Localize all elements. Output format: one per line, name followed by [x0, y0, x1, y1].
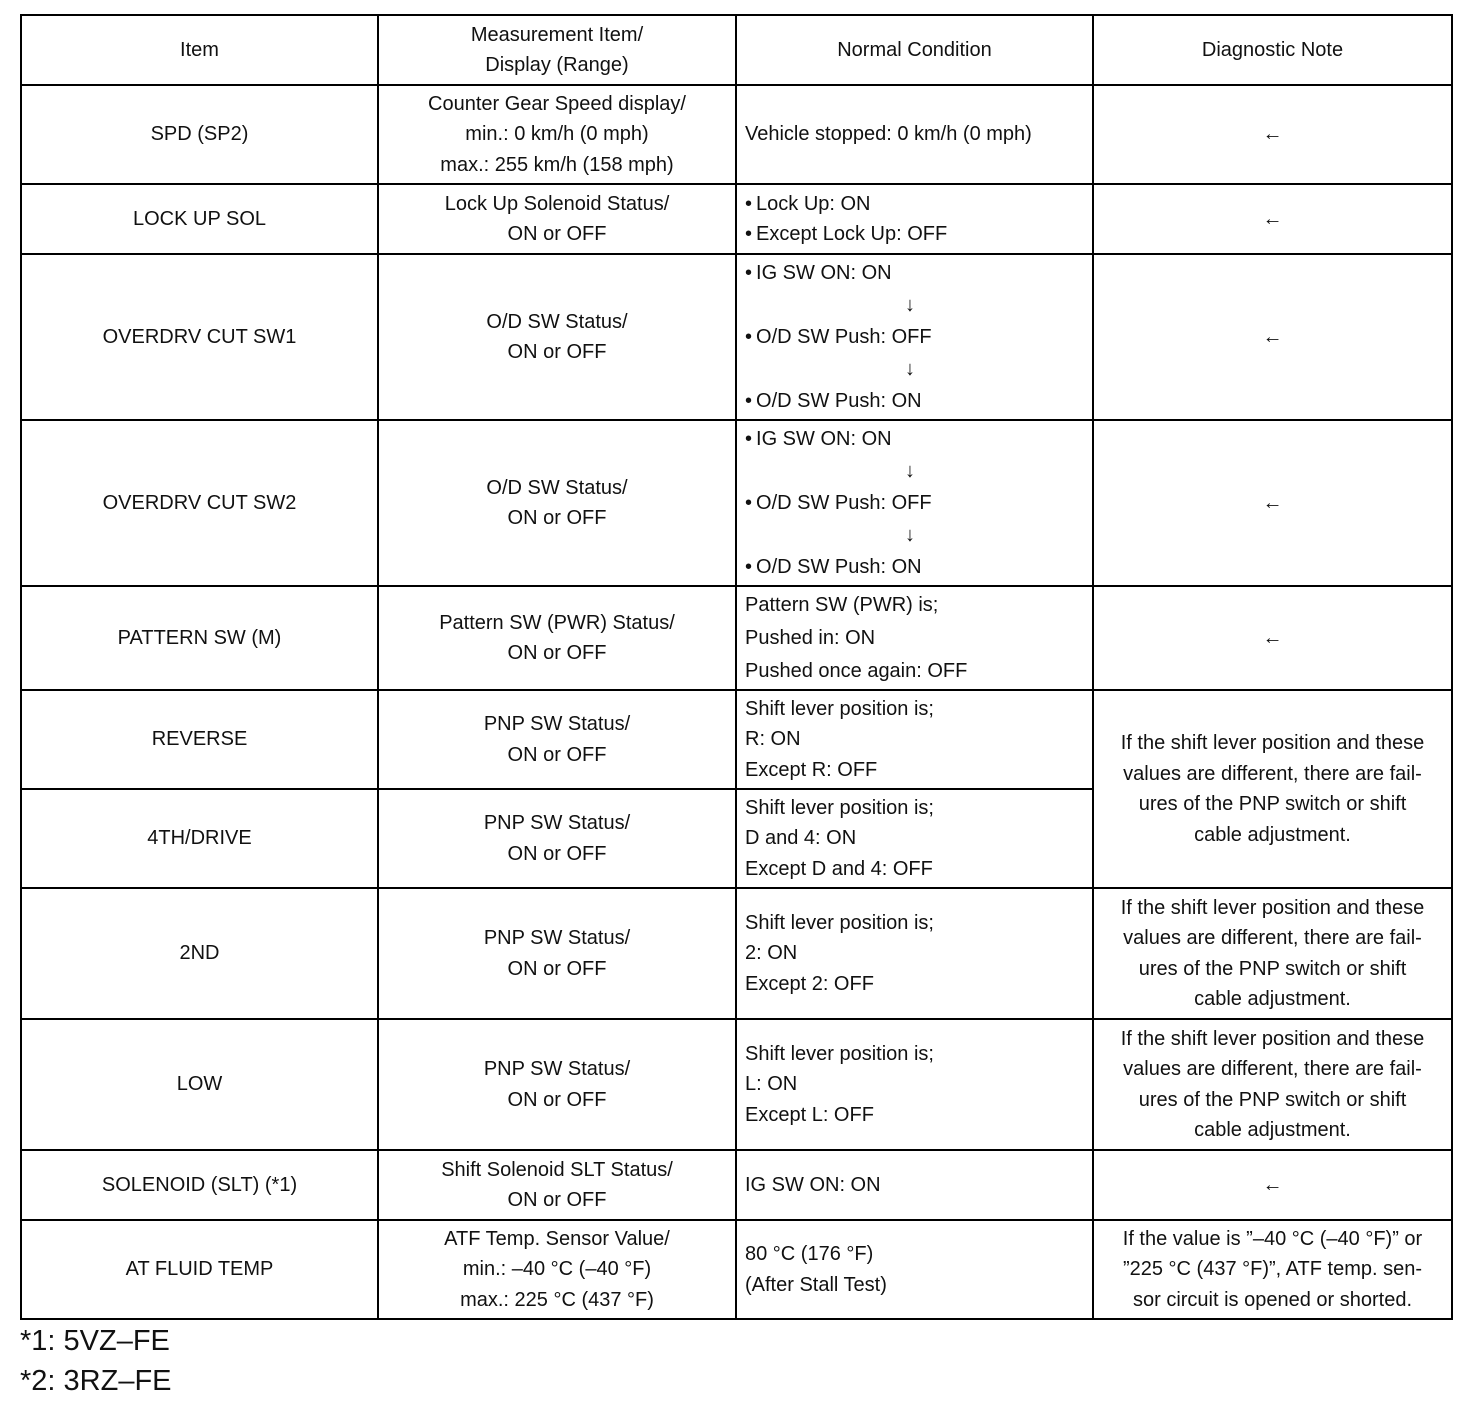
footnote-2: *2: 3RZ–FE [20, 1365, 172, 1397]
diagnostic-note-cell [1093, 690, 1452, 888]
cell-line: PNP SW Status/ [483, 713, 631, 735]
cell-line: Shift Solenoid SLT Status/ [441, 1158, 673, 1181]
normal-condition-cell [736, 184, 1093, 254]
diagnostic-data-table [20, 14, 1453, 1320]
cell-line: If the shift lever position and these [1120, 896, 1425, 919]
bullet-line: • O/D SW Push: OFF [745, 321, 1084, 353]
cell-line: Pattern SW (PWR) is; [745, 593, 939, 616]
measurement-cell [378, 184, 736, 254]
cell-line: ATF Temp. Sensor Value/ [444, 1227, 670, 1250]
normal-condition-cell [736, 888, 1093, 1019]
cell-line: values are different, there are fail- [1123, 1058, 1422, 1080]
cell-line: ON or OFF [507, 341, 607, 363]
cell-line: ON or OFF [507, 223, 607, 245]
diagnostic-note-cell [1093, 420, 1452, 586]
cell-line: values are different, there are fail- [1123, 927, 1422, 949]
normal-condition-cell [736, 420, 1093, 586]
table-row [21, 1019, 1452, 1150]
cell-line: ON or OFF [507, 507, 607, 529]
header-diagnostic-note: Diagnostic Note [1093, 15, 1452, 85]
table-header-row [21, 15, 1452, 85]
diagnostic-note-cell [1093, 586, 1452, 690]
cell-line: If the value is ”–40 °C (–40 °F)” or [1122, 1227, 1423, 1250]
cell-line: cable adjustment. [1194, 988, 1351, 1010]
normal-condition-cell [736, 1019, 1093, 1150]
normal-condition-cell [736, 1150, 1093, 1220]
item-cell: REVERSE [21, 690, 378, 789]
item-cell: 4TH/DRIVE [21, 789, 378, 888]
cell-line: ON or OFF [507, 1189, 607, 1211]
cell-line: ON or OFF [507, 642, 607, 664]
table-row [21, 254, 1452, 420]
diagnostic-note-cell [1093, 888, 1452, 1019]
header-normal-condition: Normal Condition [736, 15, 1093, 85]
cell-line: Except R: OFF [745, 758, 878, 781]
table-row [21, 586, 1452, 690]
item-cell: PATTERN SW (M) [21, 586, 378, 690]
same-as-left-arrow: ← [1262, 207, 1283, 230]
cell-line: O/D SW Status/ [486, 310, 628, 333]
table-row [21, 888, 1452, 1019]
measurement-cell [378, 254, 736, 420]
bullet-line: • O/D SW Push: OFF [745, 487, 1084, 519]
cell-line: ures of the PNP switch or shift [1138, 793, 1407, 815]
down-arrow: ↓ [905, 358, 915, 380]
measurement-cell [378, 789, 736, 888]
cell-line: ures of the PNP switch or shift [1138, 957, 1407, 980]
cell-line: max.: 255 km/h (158 mph) [440, 153, 674, 176]
measurement-cell [378, 1220, 736, 1319]
cell-line: Pushed in: ON [745, 626, 876, 649]
cell-line: Shift lever position is; [745, 1042, 934, 1065]
cell-line: If the shift lever position and these [1120, 732, 1425, 754]
bullet-line: • Except Lock Up: OFF [745, 219, 1084, 250]
bullet-line: • IG SW ON: ON [745, 257, 1084, 289]
cell-line: PNP SW Status/ [483, 812, 631, 834]
cell-line: cable adjustment. [1194, 823, 1351, 846]
cell-line: 80 °C (176 °F) [745, 1243, 874, 1265]
cell-line: Except D and 4: OFF [745, 857, 933, 880]
item-cell: LOCK UP SOL [21, 184, 378, 254]
table-row [21, 1220, 1452, 1319]
measurement-cell [378, 586, 736, 690]
down-arrow: ↓ [905, 524, 915, 546]
cell-line: PNP SW Status/ [483, 927, 631, 949]
item-cell: OVERDRV CUT SW2 [21, 420, 378, 586]
same-as-left-arrow: ← [1262, 123, 1283, 146]
bullet-line: • IG SW ON: ON [745, 423, 1084, 455]
down-arrow: ↓ [905, 460, 915, 482]
normal-condition-cell [736, 85, 1093, 184]
cell-line: Except 2: OFF [745, 972, 874, 995]
cell-line: Lock Up Solenoid Status/ [444, 192, 670, 215]
cell-line: Except L: OFF [745, 1103, 874, 1126]
diagnostic-note-cell [1093, 85, 1452, 184]
item-cell: AT FLUID TEMP [21, 1220, 378, 1319]
diagnostic-note-cell [1093, 1220, 1452, 1319]
cell-line: ures of the PNP switch or shift [1138, 1088, 1407, 1111]
item-cell: 2ND [21, 888, 378, 1019]
cell-line: If the shift lever position and these [1120, 1027, 1425, 1050]
cell-line: ON or OFF [507, 957, 607, 980]
measurement-cell [378, 85, 736, 184]
diagnostic-note-cell [1093, 1150, 1452, 1220]
same-as-left-arrow: ← [1262, 491, 1283, 514]
normal-condition-cell [736, 690, 1093, 789]
cell-line: Vehicle stopped: 0 km/h (0 mph) [745, 123, 1032, 146]
cell-line: ON or OFF [507, 842, 607, 865]
cell-line: Shift lever position is; [745, 796, 934, 819]
normal-condition-cell [736, 1220, 1093, 1319]
cell-line: (After Stall Test) [745, 1273, 887, 1296]
header-measurement-line: Display (Range) [485, 54, 629, 76]
footnote-1: *1: 5VZ–FE [20, 1325, 170, 1357]
table-row [21, 420, 1452, 586]
diagnostic-note-cell [1093, 254, 1452, 420]
same-as-left-arrow: ← [1262, 626, 1283, 649]
bullet-line: • Lock Up: ON [745, 189, 1084, 220]
cell-line: cable adjustment. [1194, 1119, 1351, 1141]
measurement-cell [378, 1019, 736, 1150]
table-row [21, 85, 1452, 184]
header-measurement [378, 15, 736, 85]
measurement-cell [378, 690, 736, 789]
cell-line: sor circuit is opened or shorted. [1132, 1288, 1413, 1311]
cell-line: Shift lever position is; [745, 911, 934, 934]
cell-line: IG SW ON: ON [745, 1173, 881, 1196]
cell-line: Counter Gear Speed display/ [428, 92, 686, 115]
cell-line: ON or OFF [507, 1088, 607, 1111]
cell-line: D and 4: ON [745, 827, 857, 850]
normal-condition-cell [736, 586, 1093, 690]
measurement-cell [378, 420, 736, 586]
item-cell: LOW [21, 1019, 378, 1150]
bullet-line: • O/D SW Push: ON [745, 385, 1084, 417]
cell-line: R: ON [745, 728, 801, 751]
cell-line: L: ON [745, 1073, 798, 1096]
cell-line: Pattern SW (PWR) Status/ [439, 611, 675, 634]
cell-line: Pushed once again: OFF [745, 659, 968, 682]
item-cell: OVERDRV CUT SW1 [21, 254, 378, 420]
same-as-left-arrow: ← [1262, 1173, 1283, 1196]
header-measurement-line: Measurement Item/ [470, 23, 644, 46]
cell-line: O/D SW Status/ [486, 476, 628, 499]
down-arrow: ↓ [905, 294, 915, 316]
diagnostic-note-cell [1093, 184, 1452, 254]
diagnostic-note-cell [1093, 1019, 1452, 1150]
cell-line: 2: ON [745, 942, 798, 965]
cell-line: PNP SW Status/ [483, 1058, 631, 1080]
measurement-cell [378, 1150, 736, 1220]
normal-condition-cell [736, 789, 1093, 888]
normal-condition-cell [736, 254, 1093, 420]
cell-line: min.: 0 km/h (0 mph) [465, 123, 649, 146]
measurement-cell [378, 888, 736, 1019]
table-row [21, 690, 1452, 789]
cell-line: ON or OFF [507, 743, 607, 766]
bullet-line: • O/D SW Push: ON [745, 551, 1084, 583]
item-cell: SPD (SP2) [21, 85, 378, 184]
header-item: Item [21, 15, 378, 85]
item-cell: SOLENOID (SLT) (*1) [21, 1150, 378, 1220]
table-row [21, 1150, 1452, 1220]
cell-line: min.: –40 °C (–40 °F) [462, 1258, 652, 1281]
same-as-left-arrow: ← [1262, 325, 1283, 348]
table-row [21, 184, 1452, 254]
cell-line: max.: 225 °C (437 °F) [460, 1288, 654, 1311]
cell-line: ”225 °C (437 °F)”, ATF temp. sen- [1122, 1258, 1423, 1281]
cell-line: values are different, there are fail- [1123, 762, 1422, 785]
cell-line: Shift lever position is; [745, 697, 934, 720]
